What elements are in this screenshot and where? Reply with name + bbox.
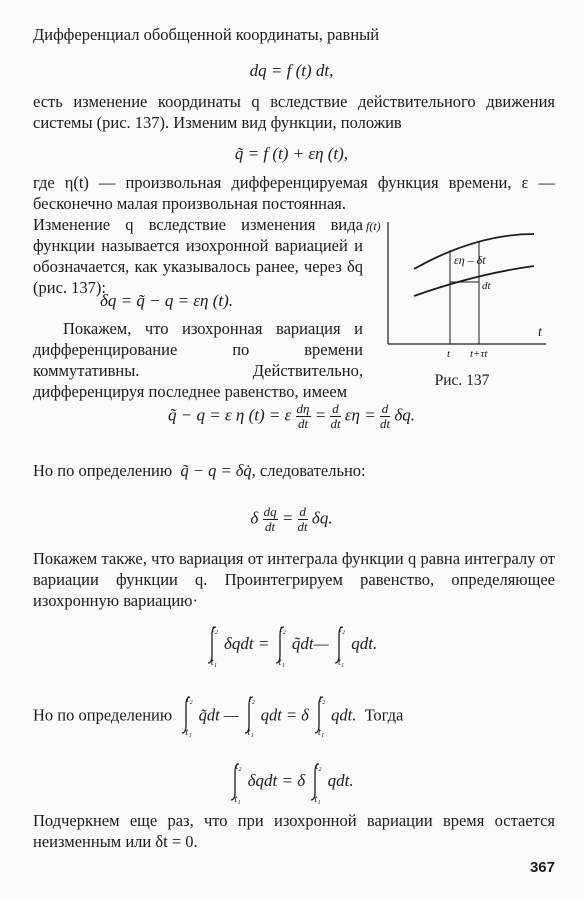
text-para-6: Но по определению q̃ − q = δq̇, следовательно: [33,461,366,480]
equation-4 [0,402,583,431]
eq4-frac-1: $\frac{d\eta}{dt}$ [296,401,310,431]
integral-sign: t₂ t₁ [243,695,257,735]
eq4-frac-2: $\frac{d}{dt}$ [330,401,341,431]
equation-3: δq = q̃ − q = εη (t). [100,291,233,310]
text-para-2: есть изменение координаты q вследствие действительного движения системы (рис. 137). Изменим вид функции, положив [33,92,555,132]
eq4-mid: εη = [344,405,380,425]
figure-label-variation: εη – δt [454,253,486,267]
equation-8: t₂ t₁ δqdt = δ t₂ t₁ qdt. [0,762,583,802]
integral-sign: t₂ t₁ [229,762,243,802]
figure-tick-t-plus: t+τt [470,348,488,360]
text-para-8: Но по определению t₂ t₁ q̃dt — t₂ t₁ qdt = δ t₂ t₁ qdt. Тогда [33,694,404,738]
figure-label-dt: dt [482,280,491,292]
page-number: 367 [529,859,555,876]
text-para-3: где η(t) — произвольная дифференцируемая функция времени, ε — бесконечно малая произвольная постоянная. [33,173,555,213]
equation-6: t₂ t₁ δqdt = t₂ t₁ q̃dt— t₂ t₁ qdt. [0,625,583,665]
definition-inline-eq: q̃ − q = δq̇ [180,461,252,480]
figure-x-label: t [538,325,542,340]
equation-1: dq = f (t) dt, [249,61,334,80]
integral-sign: t₂ t₁ [180,695,194,735]
integral-sign: t₂ t₁ [206,625,220,665]
integral-sign: t₂ t₁ [309,762,323,802]
text-para-9: Подчеркнем еще раз, что при изохронной вариации время остается неизменным или δt = 0. [33,811,555,851]
eq5-frac-2: $\frac{d}{dt}$ [297,504,308,534]
eq4-end: δq. [394,405,415,425]
equation-5: δ $\frac{dq}{dt}$ = $\frac{d}{dt}$ δq. [250,504,333,534]
text-para-7: Покажем также, что вариация от интеграла функции q равна интегралу от вариации функции q. Проинтегрируем равенство, определяющее изохронную вариацию· [33,549,555,610]
figure-caption: Рис. 137 [434,372,490,389]
eq4-left: q̃ − q = ε η (t) = ε [168,405,292,425]
eq4-frac-3: $\frac{d}{dt}$ [379,401,391,431]
eq4-equals: = [314,405,331,425]
eq5-frac-1: $\frac{dq}{dt}$ [263,504,277,534]
figure-y-label: f(t) [366,219,381,233]
integral-sign: t₂ t₁ [313,695,327,735]
integral-sign: t₂ t₁ [333,625,347,665]
text-para-4: Изменение q вследствие изменения вида функции называется изохронной вариацией и обозначается, как указывалось ранее, через δq (рис. 137): [33,215,363,297]
text-para-5: Покажем, что изохронная вариация и дифференцирование по времени коммутативны. Действительно, дифференцируя последнее равенство, имеем [33,319,363,401]
figure-137 [366,214,556,389]
integral-sign: t₂ t₁ [274,625,288,665]
text-para-1: Дифференциал обобщенной координаты, равный [33,25,380,44]
equation-2: q̃ = f (t) + εη (t), [234,144,349,163]
figure-tick-t: t [447,348,451,360]
figure-graph [366,214,556,374]
